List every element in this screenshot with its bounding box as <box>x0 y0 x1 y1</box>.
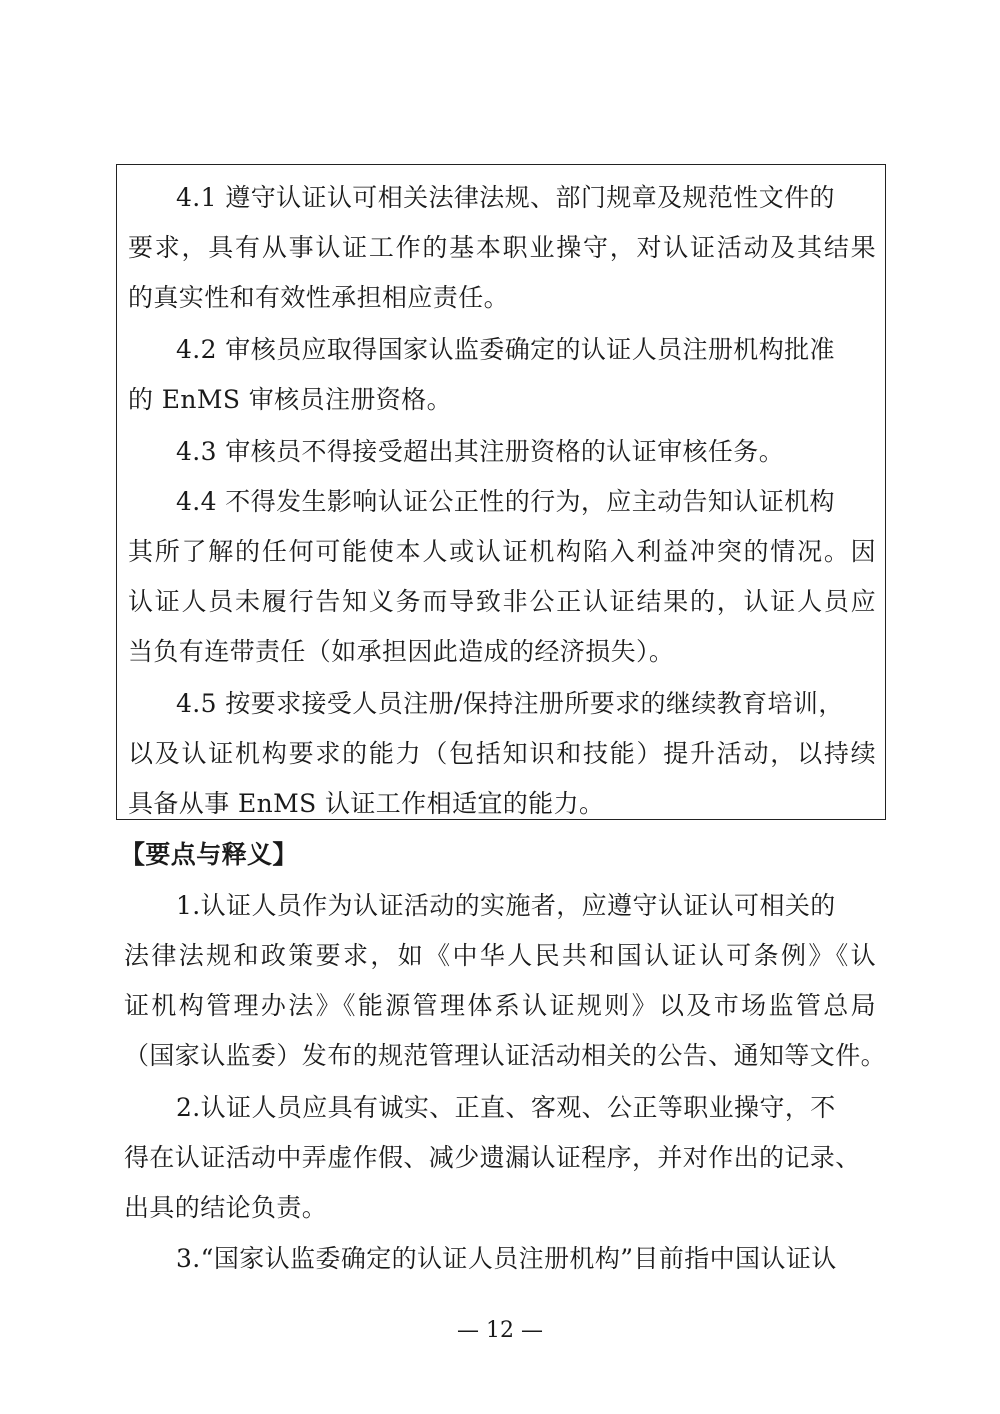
section-line-7: 出具的结论负责。 <box>124 1193 328 1222</box>
box-line-8: 其所了解的任何可能使本人或认证机构陷入利益冲突的情况。因 <box>128 537 876 566</box>
box-line-9: 认证人员未履行告知义务而导致非公正认证结果的，认证人员应 <box>128 587 876 616</box>
section-line-5: 2.认证人员应具有诚实、正直、客观、公正等职业操守，不 <box>176 1093 836 1122</box>
box-line-11: 4.5 按要求接受人员注册/保持注册所要求的继续教育培训， <box>176 689 844 718</box>
section-heading: 【要点与释义】 <box>120 840 298 869</box>
box-line-5: 的 EnMS 审核员注册资格。 <box>128 385 452 414</box>
box-line-2: 要求，具有从事认证工作的基本职业操守，对认证活动及其结果 <box>128 233 876 262</box>
box-line-10: 当负有连带责任（如承担因此造成的经济损失）。 <box>128 637 675 666</box>
section-line-6: 得在认证活动中弄虚作假、减少遗漏认证程序，并对作出的记录、 <box>124 1143 861 1172</box>
section-line-1: 1.认证人员作为认证活动的实施者，应遵守认证认可相关的 <box>176 891 836 920</box>
section-line-8: 3.“国家认监委确定的认证人员注册机构”目前指中国认证认 <box>176 1244 837 1273</box>
box-line-7: 4.4 不得发生影响认证公正性的行为，应主动告知认证机构 <box>176 487 835 516</box>
box-line-12: 以及认证机构要求的能力（包括知识和技能）提升活动，以持续 <box>128 739 876 768</box>
section-line-3: 证机构管理办法》《能源管理体系认证规则》以及市场监管总局 <box>124 991 876 1020</box>
section-line-4: （国家认监委）发布的规范管理认证活动相关的公告、通知等文件。 <box>124 1041 887 1070</box>
page-number: — 12 — <box>457 1318 543 1343</box>
box-line-1: 4.1 遵守认证认可相关法律法规、部门规章及规范性文件的 <box>176 183 835 212</box>
section-line-2: 法律法规和政策要求，如《中华人民共和国认证认可条例》《认 <box>124 941 876 970</box>
box-line-4: 4.2 审核员应取得国家认监委确定的认证人员注册机构批准 <box>176 335 835 364</box>
box-line-3: 的真实性和有效性承担相应责任。 <box>128 283 510 312</box>
box-line-13: 具备从事 EnMS 认证工作相适宜的能力。 <box>128 789 605 818</box>
box-line-6: 4.3 审核员不得接受超出其注册资格的认证审核任务。 <box>176 437 785 466</box>
